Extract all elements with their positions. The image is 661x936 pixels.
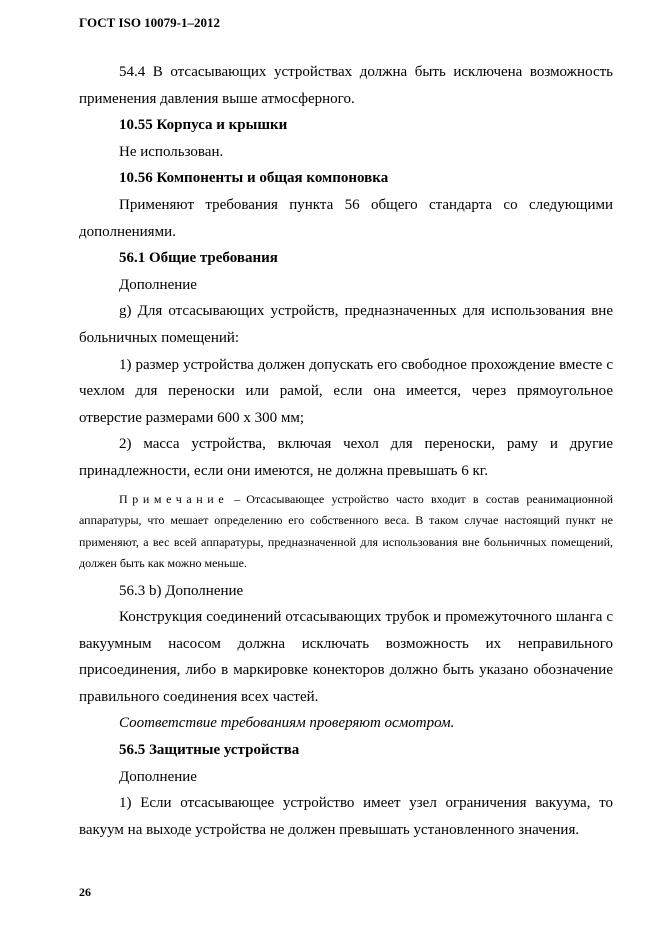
paragraph-item-g: g) Для отсасывающих устройств, предназначенных для использования вне больничных помещений: [79, 303, 613, 346]
paragraph-compliance: Соответствие требованиям проверяют осмотром. [119, 715, 455, 732]
heading-10-56: 10.56 Компоненты и общая компоновка [119, 170, 389, 187]
paragraph-addition: Дополнение [119, 276, 197, 293]
note-text: Отсасывающее устройство часто входит в состав реанимационной аппаратуры, что мешает определению его собственного веса. В таком случае настоящий пункт не применяют, а вес всей аппаратуры, предназначенной для использования вне больничных помещений, должен быть как можно меньше. [79, 491, 613, 570]
heading-56-5: 56.5 Защитные устройства [119, 742, 300, 759]
paragraph-addition-2: Дополнение [119, 768, 197, 785]
document-header: ГОСТ ISO 10079-1–2012 [79, 15, 221, 30]
note-label: Примечание [119, 491, 229, 506]
paragraph-vacuum-limit: 1) Если отсасывающее устройство имеет узел ограничения вакуума, то вакуум на выходе устройства не должен превышать установленного значения. [79, 795, 613, 838]
paragraph-56-3-b: 56.3 b) Дополнение [119, 582, 244, 599]
heading-10-55: 10.55 Корпуса и крышки [119, 117, 288, 134]
page-number: 26 [79, 885, 91, 899]
paragraph-requirements-56: Применяют требования пункта 56 общего стандарта со следующими дополнениями. [79, 196, 613, 240]
document-body [79, 59, 613, 843]
paragraph-item-1-size: 1) размер устройства должен допускать его свободное прохождение вместе с чехлом для переноски или рамой, если она имеется, через прямоугольное отверстие размерами 600 х 300 мм; [79, 356, 613, 426]
paragraph-connections: Конструкция соединений отсасывающих трубок и промежуточного шланга с вакуумным насосом должна исключать возможность их неправильного присоединения, либо в маркировке конекторов должно быть указано обозначение правильного соединения всех частей. [79, 609, 613, 705]
note-dash: – [234, 491, 241, 506]
paragraph-54-4: 54.4 В отсасывающих устройствах должна быть исключена возможность применения давления выше атмосферного. [79, 64, 613, 107]
heading-56-1: 56.1 Общие требования [119, 250, 278, 267]
paragraph-not-used: Не использован. [119, 143, 224, 160]
note [79, 489, 613, 575]
paragraph-item-2-mass: 2) масса устройства, включая чехол для переноски, раму и другие принадлежности, если они имеются, не должна превышать 6 кг. [79, 436, 613, 479]
